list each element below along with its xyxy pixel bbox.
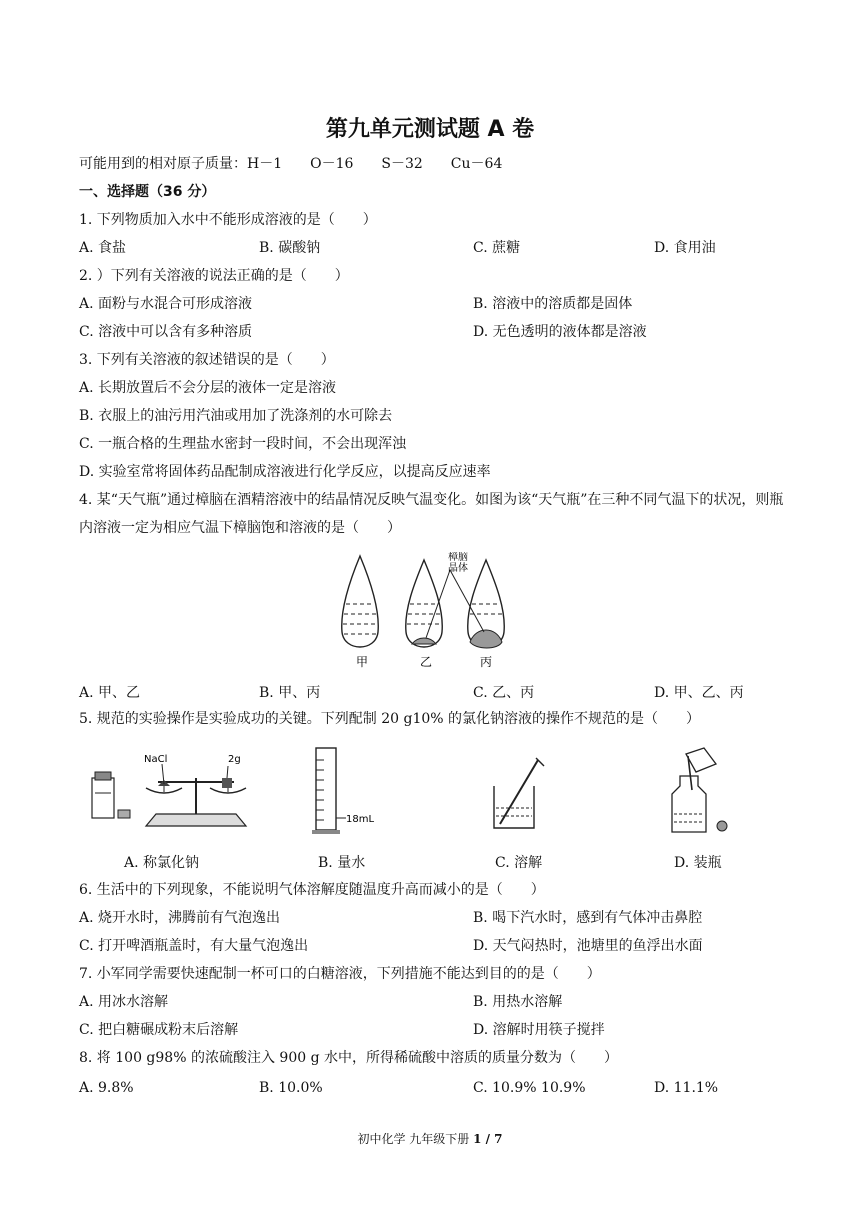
option: D. 天气闷热时，池塘里的鱼浮出水面 (473, 938, 703, 954)
option: B. 甲、丙 (259, 685, 321, 701)
question-stem: 8. 将 100 g98% 的浓硫酸注入 900 g 水中，所得稀硫酸中溶质的质量分数为（ ） (79, 1050, 618, 1066)
question-stem: 4. 某“天气瓶”通过樟脑在酒精溶液中的结晶情况反映气温变化。如图为该“天气瓶”在三种不同气温下的状况，则瓶内溶液一定为相应气温下樟脑饱和溶液的是（ ） (79, 492, 784, 536)
figure-label-bing: 丙 (480, 655, 493, 669)
section-heading: 一、选择题（36 分） (79, 184, 216, 200)
option: A. 用冰水溶解 (79, 994, 169, 1010)
option: A. 面粉与水混合可形成溶液 (79, 296, 253, 312)
figure-caption: C. 溶解 (495, 855, 543, 871)
option: A. 甲、乙 (79, 685, 141, 701)
option: B. 碳酸钠 (259, 240, 321, 256)
figure-label-jia: 甲 (356, 655, 369, 669)
footer-subject: 初中化学 九年级下册 (357, 1132, 474, 1146)
bottle-bing (468, 560, 505, 648)
beaker-dissolving-figure (486, 756, 556, 832)
option: B. 衣服上的油污用汽油或用加了洗涤剂的水可除去 (79, 408, 393, 424)
question-stem: 3. 下列有关溶液的叙述错误的是（ ） (79, 352, 335, 368)
option: D. 甲、乙、丙 (654, 685, 744, 701)
option: B. 用热水溶解 (473, 994, 563, 1010)
option: C. 蔗糖 (473, 240, 521, 256)
weather-bottle-figure (330, 552, 520, 674)
option: C. 打开啤酒瓶盖时，有大量气泡逸出 (79, 938, 309, 954)
question-stem: 7. 小军同学需要快速配制一杯可口的白糖溶液，下列措施不能达到目的的是（ ） (79, 966, 601, 982)
option: A. 长期放置后不会分层的液体一定是溶液 (79, 380, 337, 396)
option: D. 食用油 (654, 240, 716, 256)
label-weight: 2g (228, 754, 241, 765)
option: A. 9.8% (79, 1080, 134, 1096)
option: B. 溶液中的溶质都是固体 (473, 296, 633, 312)
figure-caption: A. 称氯化钠 (124, 855, 200, 871)
bottling-figure (664, 746, 744, 836)
option: C. 一瓶合格的生理盐水密封一段时间，不会出现浑浊 (79, 436, 407, 452)
atomic-mass-note: 可能用到的相对原子质量：H－1 O－16 S－32 Cu－64 (79, 156, 503, 172)
figure-label-crystal: 晶体 (448, 563, 468, 574)
option: D. 实验室常将固体药品配制成溶液进行化学反应，以提高反应速率 (79, 464, 491, 480)
question-stem: 6. 生活中的下列现象，不能说明气体溶解度随温度升高而减小的是（ ） (79, 882, 545, 898)
page-title: 第九单元测试题 A 卷 (325, 117, 535, 142)
page-number: 1 / 7 (473, 1132, 503, 1146)
option: A. 食盐 (79, 240, 127, 256)
option: B. 喝下汽水时，感到有气体冲击鼻腔 (473, 910, 703, 926)
option: D. 溶解时用筷子搅拌 (473, 1022, 605, 1038)
figure-caption: D. 装瓶 (674, 855, 722, 871)
option: C. 乙、丙 (473, 685, 535, 701)
label-nacl: NaCl (144, 754, 168, 765)
question-stem: 1. 下列物质加入水中不能形成溶液的是（ ） (79, 212, 377, 228)
bottle-yi (406, 560, 443, 647)
option: D. 无色透明的液体都是溶液 (473, 324, 647, 340)
option: B. 10.0% (259, 1080, 323, 1096)
option: C. 10.9% 10.9% (473, 1080, 586, 1096)
option: D. 11.1% (654, 1080, 719, 1096)
option: C. 溶液中可以含有多种溶质 (79, 324, 253, 340)
question-stem: 5. 规范的实验操作是实验成功的关键。下列配制 20 g10% 的氯化钠溶液的操作不规范的是（ ） (79, 711, 701, 727)
figure-caption: B. 量水 (318, 855, 366, 871)
page-footer (0, 1130, 860, 1147)
figure-label-camphor: 樟脑 (448, 552, 468, 563)
question-stem: 2. ）下列有关溶液的说法正确的是（ ） (79, 268, 349, 284)
option: C. 把白糖碾成粉末后溶解 (79, 1022, 239, 1038)
bottle-jia (342, 556, 379, 647)
balance-figure (86, 748, 256, 832)
label-18ml: 18mL (346, 814, 375, 825)
figure-label-yi: 乙 (420, 655, 433, 669)
option: A. 烧开水时，沸腾前有气泡逸出 (79, 910, 281, 926)
graduated-cylinder-figure (308, 746, 388, 836)
